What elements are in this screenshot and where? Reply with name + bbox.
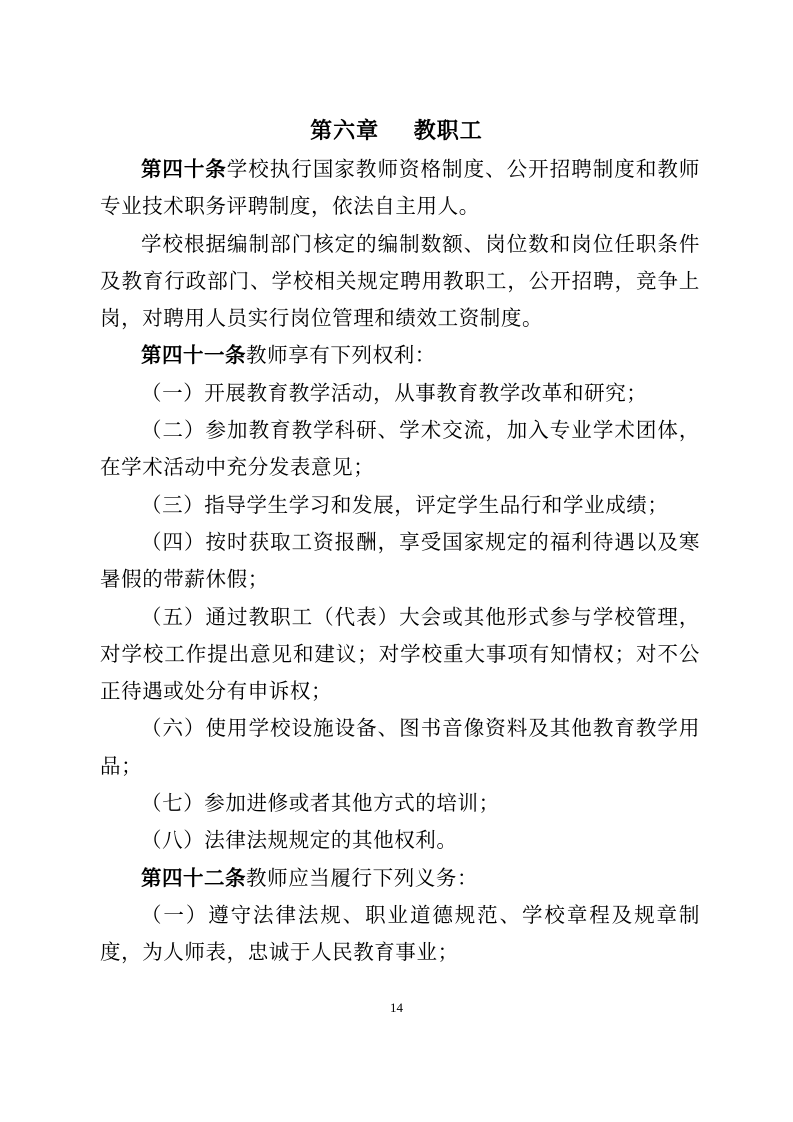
paragraph [100, 487, 700, 524]
paragraph [100, 599, 700, 711]
paragraph [100, 785, 700, 822]
paragraph [100, 710, 700, 785]
paragraph-text: （四）按时获取工资报酬，享受国家规定的福利待遇以及寒暑假的带薪休假； [100, 529, 700, 592]
paragraph [100, 151, 700, 226]
paragraph [100, 412, 700, 487]
paragraph-text: （三）指导学生学习和发展，评定学生品行和学业成绩； [141, 492, 669, 517]
paragraph-text: （二）参加教育教学科研、学术交流，加入专业学术团体，在学术活动中充分发表意见； [100, 418, 700, 480]
paragraph-text: 学校根据编制部门核定的编制数额、岗位数和岗位任职条件及教育行政部门、学校相关规定聘用教职工，公开招聘，竞争上岗，对聘用人员实行岗位管理和绩效工资制度。 [100, 231, 700, 331]
paragraph [100, 822, 700, 859]
document-body [100, 151, 700, 972]
paragraph [100, 897, 700, 972]
page-number: 14 [390, 1000, 403, 1015]
paragraph [100, 337, 700, 374]
paragraph-text: 学校执行国家教师资格制度、公开招聘制度和教师专业技术职务评聘制度，依法自主用人。 [100, 157, 701, 219]
paragraph [100, 375, 700, 412]
article-label: 第四十二条 [141, 865, 246, 890]
article-label: 第四十一条 [141, 343, 246, 368]
paragraph-text: （一）遵守法律法规、职业道德规范、学校章程及规章制度，为人师表，忠诚于人民教育事业； [100, 902, 700, 965]
paragraph-text: （八）法律法规规定的其他权利。 [141, 828, 458, 853]
article-label: 第四十条 [141, 157, 227, 181]
paragraph-text: 教师应当履行下列义务： [246, 865, 479, 890]
paragraph [100, 524, 700, 599]
chapter-title: 第六章 教职工 [310, 119, 483, 144]
paragraph-text: （五）通过教职工（代表）大会或其他形式参与学校管理，对学校工作提出意见和建议；对学校重大事项有知情权；对不公正待遇或处分有申诉权； [100, 604, 700, 704]
paragraph-text: （一）开展教育教学活动，从事教育教学改革和研究； [141, 380, 648, 405]
paragraph [100, 860, 700, 897]
paragraph-text: 教师享有下列权利： [246, 343, 436, 368]
paragraph [100, 226, 700, 338]
paragraph-text: （七）参加进修或者其他方式的培训； [141, 791, 500, 816]
paragraph-text: （六）使用学校设施设备、图书音像资料及其他教育教学用品； [100, 716, 700, 778]
